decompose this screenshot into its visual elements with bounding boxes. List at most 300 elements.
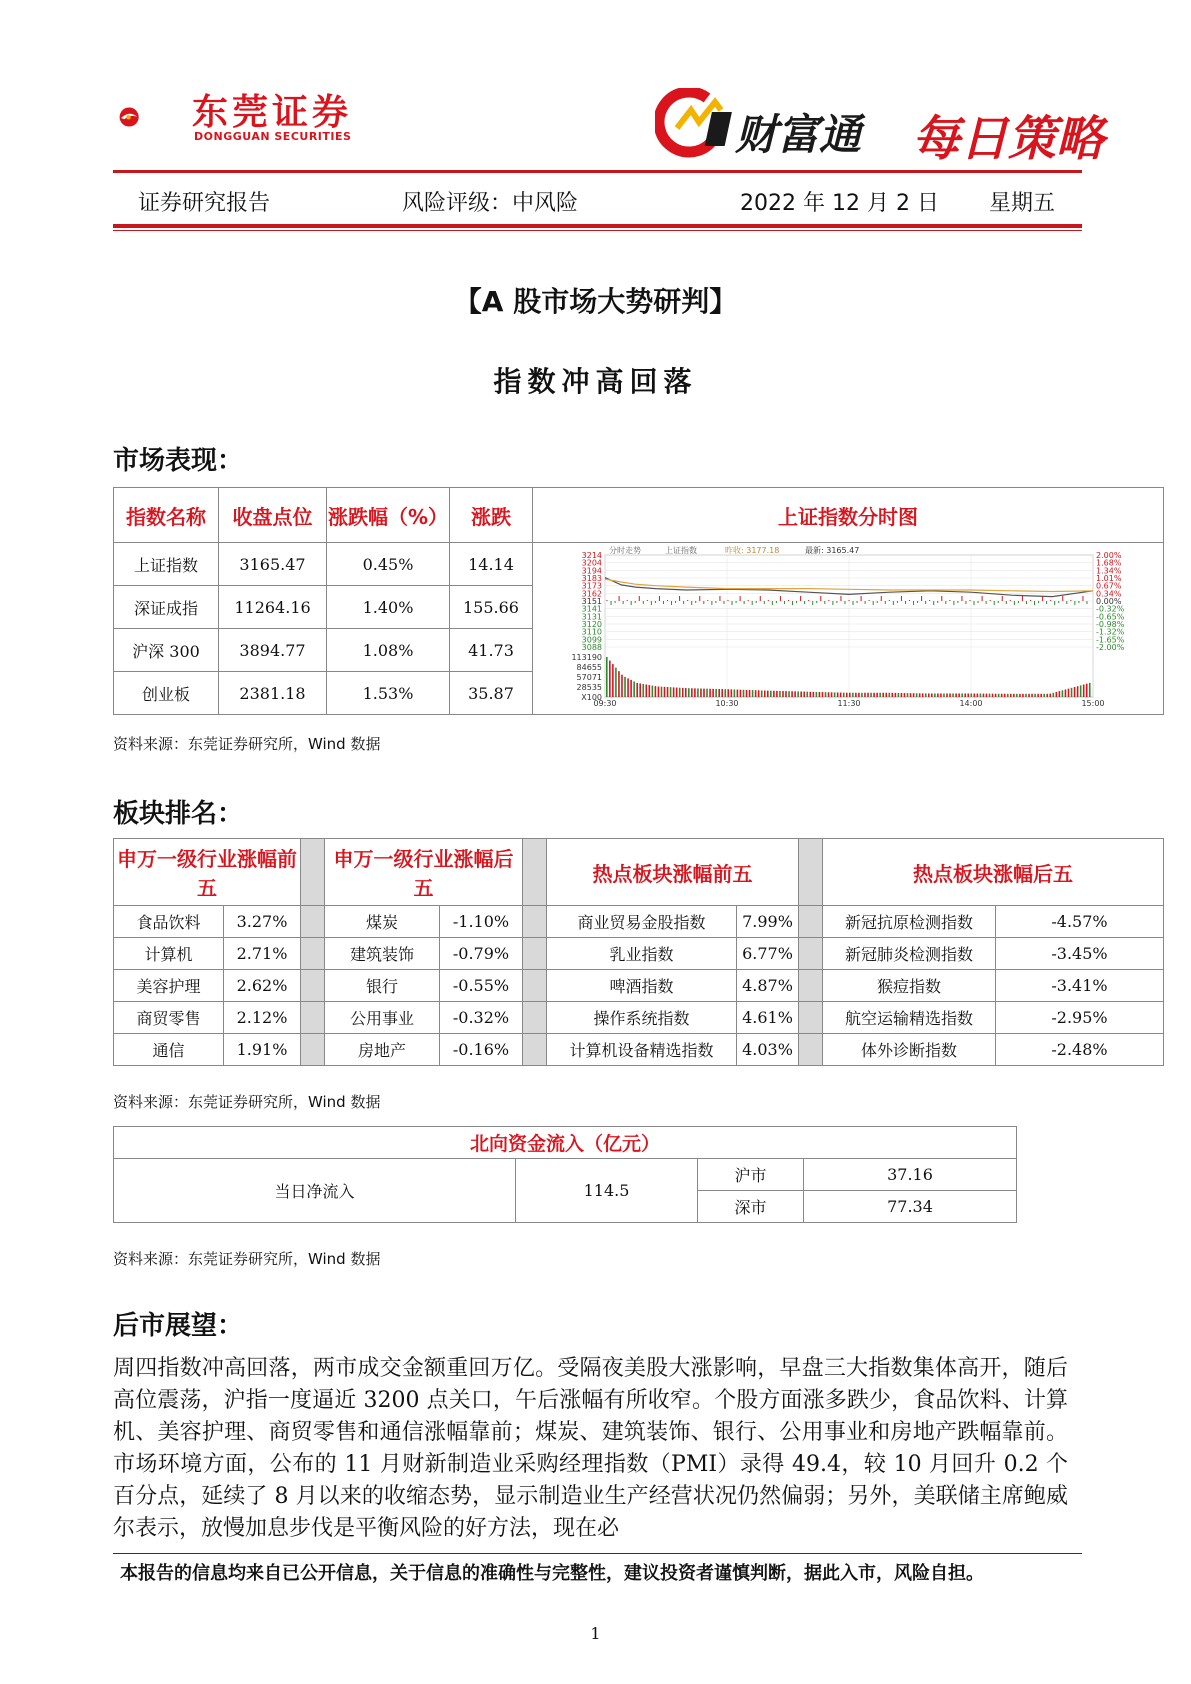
chart-volume-bar (922, 693, 924, 697)
chart-volume-bar (916, 693, 918, 697)
chart-prev-close: 昨收: 3177.18 (725, 545, 780, 555)
chart-volume-bar (755, 690, 757, 697)
outlook-text: 周四指数冲高回落，两市成交金额重回万亿。受隔夜美股大涨影响，早盘三大指数集体高开，随后高位震荡，沪指一度逼近 3200 点关口，午后涨幅有所收窄。个股方面涨多跌少，食品饮料、计算机、美容护理、商贸零售和通信涨幅靠前；煤炭、建筑装饰、银行、公用事业和房地产跌幅靠前。市场环境方面，公布的 11 月财新制造业采购经理指数（PMI）录得 49.4，较 10 月回升 0.2 个百分点，延续了 8 月以来的收缩态势，显示制造业生产经营状况仍然偏弱；另外，美联储主席鲍威尔表示，放慢加息步伐是平衡风险的好方法，现在必 (113, 1356, 1068, 1541)
chart-volume-bar (618, 671, 620, 697)
sector-cell: -0.32% (440, 1002, 523, 1034)
sector-header-hot-bottom: 热点板块涨幅后五 (823, 839, 1164, 906)
chart-pct-tick: -0.98% (1096, 619, 1125, 629)
chart-volume-bar (983, 693, 985, 696)
northbound-table (113, 1126, 1017, 1223)
market-cell: 2381.18 (219, 672, 327, 715)
chart-volume-bar (1037, 693, 1039, 696)
sector-header-hot-top: 热点板块涨幅前五 (547, 839, 799, 906)
sector-gap (523, 970, 547, 1002)
chart-volume-bar (1013, 693, 1015, 696)
sector-cell: 体外诊断指数 (823, 1034, 996, 1066)
footer-rule (113, 1553, 1082, 1554)
chart-cell (533, 543, 1164, 715)
chart-volume-bar (740, 689, 742, 696)
chart-volume-bar (925, 693, 927, 697)
chart-volume-bar (1010, 693, 1012, 696)
chart-volume-bar (986, 693, 988, 696)
chart-title: 分时走势 (609, 545, 641, 555)
chart-y-tick: 3110 (581, 627, 602, 637)
chart-volume-bar (977, 693, 979, 696)
chart-volume-bar (974, 693, 976, 696)
chart-volume-bar (724, 689, 726, 697)
sector-cell: -3.41% (996, 970, 1164, 1002)
chart-volume-bar (810, 691, 812, 696)
market-cell: 35.87 (450, 672, 533, 715)
chart-x-tick: 15:00 (1081, 698, 1105, 708)
sector-header-sw-top: 申万一级行业涨幅前五 (114, 839, 301, 906)
market-cell: 0.45% (327, 543, 450, 586)
chart-volume-bar (934, 693, 936, 697)
sector-gap (523, 906, 547, 938)
chart-volume-bar (852, 692, 854, 696)
disclaimer: 本报告的信息均来自已公开信息，关于信息的准确性与完整性，建议投资者谨慎判断，据此入市，风险自担。 (120, 1563, 984, 1584)
chart-volume-bar (943, 693, 945, 697)
chart-volume-bar (958, 693, 960, 697)
chart-volume-bar (882, 692, 884, 696)
chart-volume-bar (864, 692, 866, 696)
market-cell: 3165.47 (219, 543, 327, 586)
chart-volume-bar (645, 684, 647, 697)
sector-gap (523, 1002, 547, 1034)
chart-volume-bar (621, 674, 623, 696)
chart-volume-bar (624, 676, 626, 696)
section-sectors: 板块排名： (113, 799, 244, 829)
chart-volume-bar (721, 689, 723, 697)
chart-volume-bar (767, 690, 769, 696)
chart-volume-bar (816, 691, 818, 696)
chart-volume-bar (785, 691, 787, 697)
chart-volume-bar (892, 692, 894, 696)
brand-logo-icon (655, 88, 745, 158)
chart-pct-tick: 0.00% (1096, 596, 1122, 606)
chart-volume-bar (728, 689, 730, 697)
sector-cell: 煤炭 (325, 906, 440, 938)
chart-volume-bar (825, 692, 827, 697)
market-cell: 155.66 (450, 586, 533, 629)
market-header-change: 涨跌 (450, 488, 533, 543)
chart-volume-bar (928, 693, 930, 697)
chart-volume-bar (661, 686, 663, 696)
chart-y-tick: 3088 (581, 642, 602, 652)
company-logo-icon (118, 82, 188, 152)
chart-volume-bar (855, 692, 857, 696)
chart-volume-bar (615, 667, 617, 696)
sector-cell: 4.03% (737, 1034, 799, 1066)
chart-volume-tick: 57071 (576, 672, 602, 682)
chart-volume-bar (858, 692, 860, 696)
chart-volume-bar (831, 692, 833, 697)
chart-volume-bar (761, 690, 763, 697)
sector-cell: 美容护理 (114, 970, 224, 1002)
chart-pct-tick: -0.65% (1096, 611, 1125, 621)
chart-volume-bar (700, 688, 702, 696)
chart-volume-bar (846, 692, 848, 696)
chart-volume-bar (1071, 687, 1073, 696)
chart-volume-bar (636, 682, 638, 696)
sector-gap (301, 906, 325, 938)
chart-volume-bar (773, 690, 775, 696)
sector-cell: 2.12% (224, 1002, 301, 1034)
sector-cell: 航空运输精选指数 (823, 1002, 996, 1034)
sector-gap (799, 906, 823, 938)
chart-y-tick: 3131 (581, 611, 602, 621)
market-header-name: 指数名称 (114, 488, 219, 543)
chart-volume-bar (737, 689, 739, 696)
company-name: 东莞证券 (192, 91, 353, 133)
chart-volume-bar (788, 691, 790, 697)
chart-volume-bar (1086, 683, 1088, 696)
chart-volume-bar (1031, 693, 1033, 696)
chart-y-tick: 3194 (581, 565, 602, 575)
chart-volume-bar (822, 692, 824, 697)
chart-y-tick: 3151 (581, 596, 602, 606)
sector-gap (799, 1034, 823, 1066)
sector-cell: 7.99% (737, 906, 799, 938)
chart-volume-bar (706, 688, 708, 696)
chart-volume-bar (837, 692, 839, 697)
chart-volume-bar (633, 681, 635, 697)
header-bottom-rule-thin (113, 230, 1082, 231)
chart-volume-bar (688, 688, 690, 697)
sector-gap (523, 1034, 547, 1066)
chart-volume-bar (1077, 686, 1079, 697)
chart-volume-bar (910, 693, 912, 697)
chart-volume-bar (895, 692, 897, 696)
chart-volume-tick: X100 (581, 692, 602, 702)
sector-cell: 猴痘指数 (823, 970, 996, 1002)
chart-volume-bar (715, 688, 717, 696)
page-title: 【A 股市场大势研判】 (453, 285, 738, 318)
sector-cell: -3.45% (996, 938, 1164, 970)
northbound-total: 114.5 (516, 1159, 698, 1223)
chart-volume-bar (1053, 692, 1055, 696)
chart-volume-bar (709, 688, 711, 696)
chart-volume-bar (1028, 693, 1030, 696)
chart-volume-bar (612, 664, 614, 697)
chart-header: 上证指数分时图 (533, 488, 1164, 543)
brand-subtitle: 每日策略 (912, 111, 1105, 167)
sector-gap (799, 970, 823, 1002)
northbound-title: 北向资金流入（亿元） (114, 1127, 1017, 1159)
market-cell: 创业板 (114, 672, 219, 715)
chart-volume-bar (649, 685, 651, 697)
market-header-close: 收盘点位 (219, 488, 327, 543)
chart-volume-bar (1007, 693, 1009, 696)
market-cell: 1.08% (327, 629, 450, 672)
chart-volume-bar (1019, 693, 1021, 696)
market-cell: 深证成指 (114, 586, 219, 629)
chart-volume-bar (813, 691, 815, 696)
sector-cell: 计算机设备精选指数 (547, 1034, 737, 1066)
chart-x-tick: 11:30 (837, 698, 861, 708)
chart-volume-bar (1080, 685, 1082, 697)
chart-volume-bar (1025, 693, 1027, 696)
chart-latest: 最新: 3165.47 (805, 545, 860, 555)
sector-gap (301, 839, 325, 906)
chart-volume-bar (779, 690, 781, 696)
chart-volume-bar (980, 693, 982, 696)
market-cell: 41.73 (450, 629, 533, 672)
chart-volume-bar (964, 693, 966, 697)
sector-cell: 4.87% (737, 970, 799, 1002)
chart-index-label: 上证指数 (665, 545, 697, 555)
risk-rating: 风险评级：中风险 (402, 191, 579, 216)
market-cell: 11264.16 (219, 586, 327, 629)
sector-cell: 2.71% (224, 938, 301, 970)
chart-volume-bar (849, 692, 851, 696)
chart-volume-bar (879, 692, 881, 696)
market-cell: 上证指数 (114, 543, 219, 586)
chart-volume-bar (676, 687, 678, 696)
market-source: 资料来源：东莞证券研究所，Wind 数据 (113, 735, 381, 753)
sector-cell: 1.91% (224, 1034, 301, 1066)
page-subtitle: 指数冲高回落 (493, 365, 698, 398)
sector-cell: 新冠肺炎检测指数 (823, 938, 996, 970)
chart-y-tick: 3214 (581, 550, 602, 560)
chart-volume-bar (834, 692, 836, 697)
chart-volume-bar (673, 687, 675, 697)
sector-cell: 商贸零售 (114, 1002, 224, 1034)
chart-volume-bar (1022, 693, 1024, 696)
sector-cell: -2.48% (996, 1034, 1164, 1066)
market-cell: 1.40% (327, 586, 450, 629)
chart-pct-tick: 1.01% (1096, 573, 1122, 583)
chart-volume-bar (998, 693, 1000, 696)
chart-volume-bar (961, 693, 963, 697)
chart-volume-tick: 113190 (571, 652, 602, 662)
chart-volume-bar (764, 690, 766, 696)
chart-volume-bar (691, 688, 693, 697)
chart-volume-bar (758, 690, 760, 697)
chart-volume-bar (898, 692, 900, 696)
chart-volume-bar (627, 678, 629, 697)
chart-volume-bar (995, 693, 997, 696)
chart-volume-bar (1083, 684, 1085, 696)
chart-volume-bar (901, 692, 903, 696)
chart-volume-bar (743, 689, 745, 696)
chart-volume-bar (955, 693, 957, 697)
chart-volume-bar (606, 657, 608, 697)
chart-volume-bar (1046, 693, 1048, 696)
chart-volume-bar (794, 691, 796, 697)
sector-cell: 操作系统指数 (547, 1002, 737, 1034)
chart-volume-bar (1065, 689, 1067, 697)
chart-y-tick: 3204 (581, 558, 602, 568)
chart-volume-bar (642, 683, 644, 696)
market-cell: 3894.77 (219, 629, 327, 672)
chart-volume-bar (658, 686, 660, 697)
chart-x-tick: 10:30 (715, 698, 739, 708)
chart-volume-tick: 28535 (576, 682, 602, 692)
sector-gap (523, 938, 547, 970)
chart-y-tick: 3120 (581, 619, 602, 629)
chart-volume-bar (907, 693, 909, 697)
chart-volume-bar (967, 693, 969, 697)
chart-pct-tick: 1.68% (1096, 558, 1122, 568)
chart-volume-bar (1074, 686, 1076, 696)
sector-cell: 2.62% (224, 970, 301, 1002)
chart-y-tick: 3162 (581, 588, 602, 598)
sector-cell: 银行 (325, 970, 440, 1002)
chart-volume-bar (952, 693, 954, 697)
chart-volume-bar (992, 693, 994, 696)
chart-volume-bar (971, 693, 973, 697)
chart-volume-bar (652, 685, 654, 696)
chart-volume-bar (1062, 690, 1064, 697)
sector-cell: 房地产 (325, 1034, 440, 1066)
sector-cell: -0.79% (440, 938, 523, 970)
report-weekday: 星期五 (989, 191, 1056, 216)
chart-pct-tick: 0.67% (1096, 581, 1122, 591)
chart-pct-tick: 1.34% (1096, 565, 1122, 575)
sector-gap (799, 1002, 823, 1034)
chart-volume-bar (682, 687, 684, 696)
chart-pct-tick: -1.65% (1096, 634, 1125, 644)
chart-y-tick: 3173 (581, 581, 602, 591)
market-header-pct: 涨跌幅（%） (327, 488, 450, 543)
chart-volume-bar (840, 692, 842, 696)
chart-volume-bar (843, 692, 845, 696)
chart-volume-bar (800, 691, 802, 696)
sector-cell: 公用事业 (325, 1002, 440, 1034)
sector-gap (523, 839, 547, 906)
chart-volume-bar (731, 689, 733, 697)
northbound-source: 资料来源：东莞证券研究所，Wind 数据 (113, 1250, 381, 1268)
sector-cell: 通信 (114, 1034, 224, 1066)
sector-cell: 食品饮料 (114, 906, 224, 938)
chart-volume-bar (679, 687, 681, 696)
chart-volume-bar (694, 688, 696, 697)
chart-volume-bar (630, 679, 632, 696)
page-number: 1 (590, 1624, 601, 1643)
chart-y-tick: 3141 (581, 604, 602, 614)
chart-volume-bar (1056, 691, 1058, 696)
sector-cell: 4.61% (737, 1002, 799, 1034)
chart-volume-tick: 84655 (576, 662, 602, 672)
chart-pct-tick: 2.00% (1096, 550, 1122, 560)
sector-cell: 乳业指数 (547, 938, 737, 970)
sector-cell: -1.10% (440, 906, 523, 938)
chart-volume-bar (870, 692, 872, 696)
sector-cell: 3.27% (224, 906, 301, 938)
chart-volume-bar (989, 693, 991, 696)
sector-gap (301, 970, 325, 1002)
chart-volume-bar (749, 689, 751, 696)
northbound-sh-label: 沪市 (698, 1159, 804, 1191)
sector-cell: 建筑装饰 (325, 938, 440, 970)
chart-volume-bar (828, 692, 830, 697)
chart-volume-bar (904, 693, 906, 697)
chart-volume-bar (639, 683, 641, 697)
chart-volume-bar (873, 692, 875, 696)
chart-y-tick: 3099 (581, 634, 602, 644)
chart-volume-bar (885, 692, 887, 696)
chart-volume-bar (703, 688, 705, 696)
chart-volume-bar (806, 691, 808, 696)
chart-volume-bar (931, 693, 933, 697)
chart-pct-tick: -1.32% (1096, 627, 1125, 637)
chart-x-tick: 09:30 (593, 698, 617, 708)
chart-volume-bar (1016, 693, 1018, 696)
brand-name: 财富通 (735, 110, 862, 159)
chart-volume-bar (1001, 693, 1003, 696)
chart-volume-bar (655, 686, 657, 697)
sector-source: 资料来源：东莞证券研究所，Wind 数据 (113, 1093, 381, 1111)
chart-volume-bar (913, 693, 915, 697)
chart-volume-bar (1034, 693, 1036, 696)
chart-volume-bar (697, 688, 699, 697)
market-cell: 14.14 (450, 543, 533, 586)
chart-volume-bar (919, 693, 921, 697)
report-type: 证券研究报告 (138, 191, 271, 216)
chart-volume-bar (940, 693, 942, 697)
sector-cell: 6.77% (737, 938, 799, 970)
chart-volume-bar (861, 692, 863, 696)
sector-cell: 商业贸易金股指数 (547, 906, 737, 938)
intraday-chart (563, 545, 1133, 713)
chart-volume-bar (609, 660, 611, 696)
sector-cell: 计算机 (114, 938, 224, 970)
chart-volume-bar (937, 693, 939, 697)
header-bottom-rule (113, 224, 1082, 228)
northbound-sh-value: 37.16 (804, 1159, 1017, 1191)
chart-x-tick: 14:00 (959, 698, 983, 708)
market-cell: 沪深 300 (114, 629, 219, 672)
chart-volume-bar (946, 693, 948, 697)
sector-header-sw-bottom: 申万一级行业涨幅后五 (325, 839, 523, 906)
sector-gap (799, 938, 823, 970)
chart-volume-bar (949, 693, 951, 697)
chart-volume-bar (712, 688, 714, 696)
chart-volume-bar (1004, 693, 1006, 696)
chart-volume-bar (1040, 693, 1042, 696)
chart-pct-tick: -0.32% (1096, 604, 1125, 614)
section-market: 市场表现： (113, 446, 244, 476)
chart-volume-bar (1089, 682, 1091, 696)
sector-cell: -0.55% (440, 970, 523, 1002)
chart-volume-bar (888, 692, 890, 696)
chart-volume-bar (667, 687, 669, 697)
chart-volume-bar (1059, 691, 1061, 697)
chart-volume-bar (734, 689, 736, 697)
sector-gap (301, 938, 325, 970)
sector-cell: -2.95% (996, 1002, 1164, 1034)
chart-volume-bar (718, 689, 720, 697)
chart-volume-bar (803, 691, 805, 696)
chart-volume-bar (867, 692, 869, 696)
chart-volume-bar (670, 687, 672, 697)
chart-volume-bar (819, 691, 821, 696)
chart-volume-bar (746, 689, 748, 696)
chart-volume-bar (776, 690, 778, 696)
chart-y-tick: 3183 (581, 573, 602, 583)
market-cell: 1.53% (327, 672, 450, 715)
header-top-rule (113, 170, 1082, 173)
chart-pct-tick: 0.34% (1096, 588, 1122, 598)
chart-volume-bar (1049, 693, 1051, 696)
northbound-label: 当日净流入 (114, 1159, 516, 1223)
section-outlook: 后市展望： (113, 1311, 244, 1341)
northbound-sz-label: 深市 (698, 1191, 804, 1223)
chart-pct-tick: -2.00% (1096, 642, 1125, 652)
sector-table (113, 838, 1164, 1066)
chart-volume-bar (782, 691, 784, 697)
